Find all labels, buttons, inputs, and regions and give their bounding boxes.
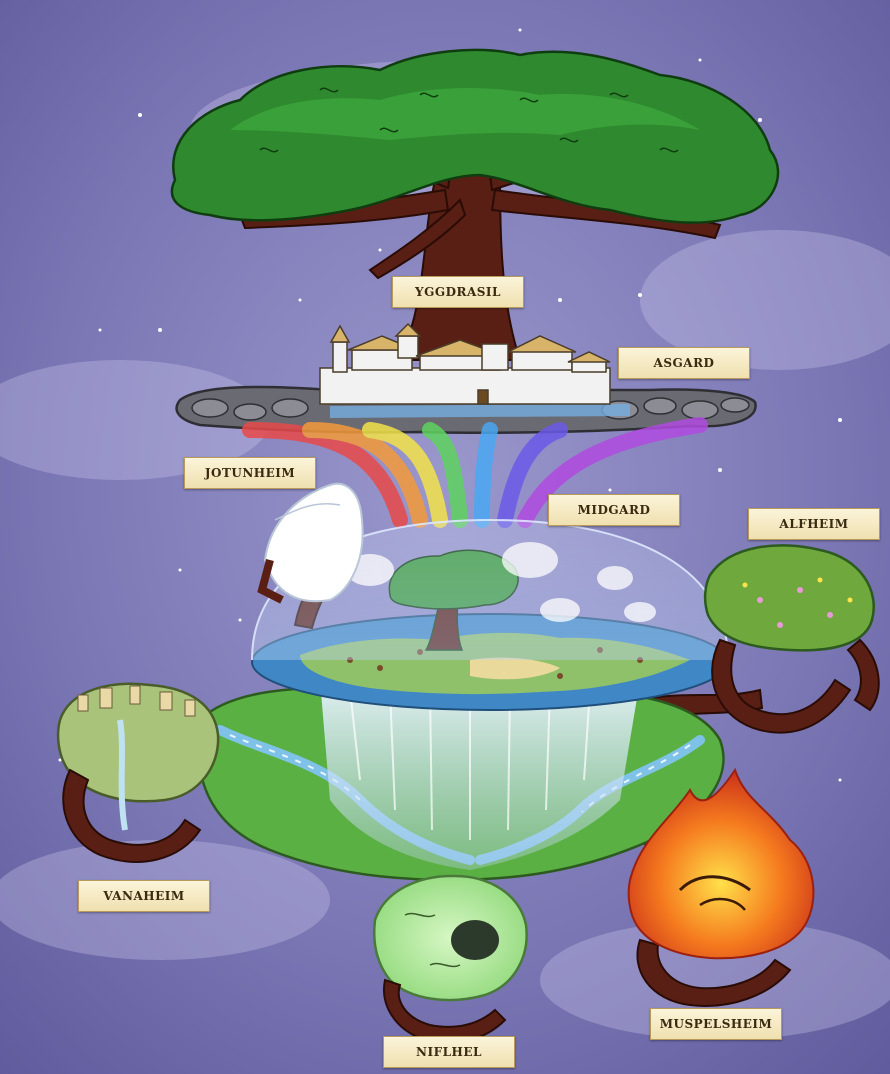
label-vanaheim: VANAHEIM [78, 880, 210, 912]
label-yggdrasil: YGGDRASIL [392, 276, 524, 308]
label-jotunheim: JOTUNHEIM [184, 457, 316, 489]
label-niflhel: NIFLHEL [383, 1036, 515, 1068]
label-midgard: MIDGARD [548, 494, 680, 526]
label-alfheim: ALFHEIM [748, 508, 880, 540]
label-muspelsheim: MUSPELSHEIM [650, 1008, 782, 1040]
label-asgard: ASGARD [618, 347, 750, 379]
